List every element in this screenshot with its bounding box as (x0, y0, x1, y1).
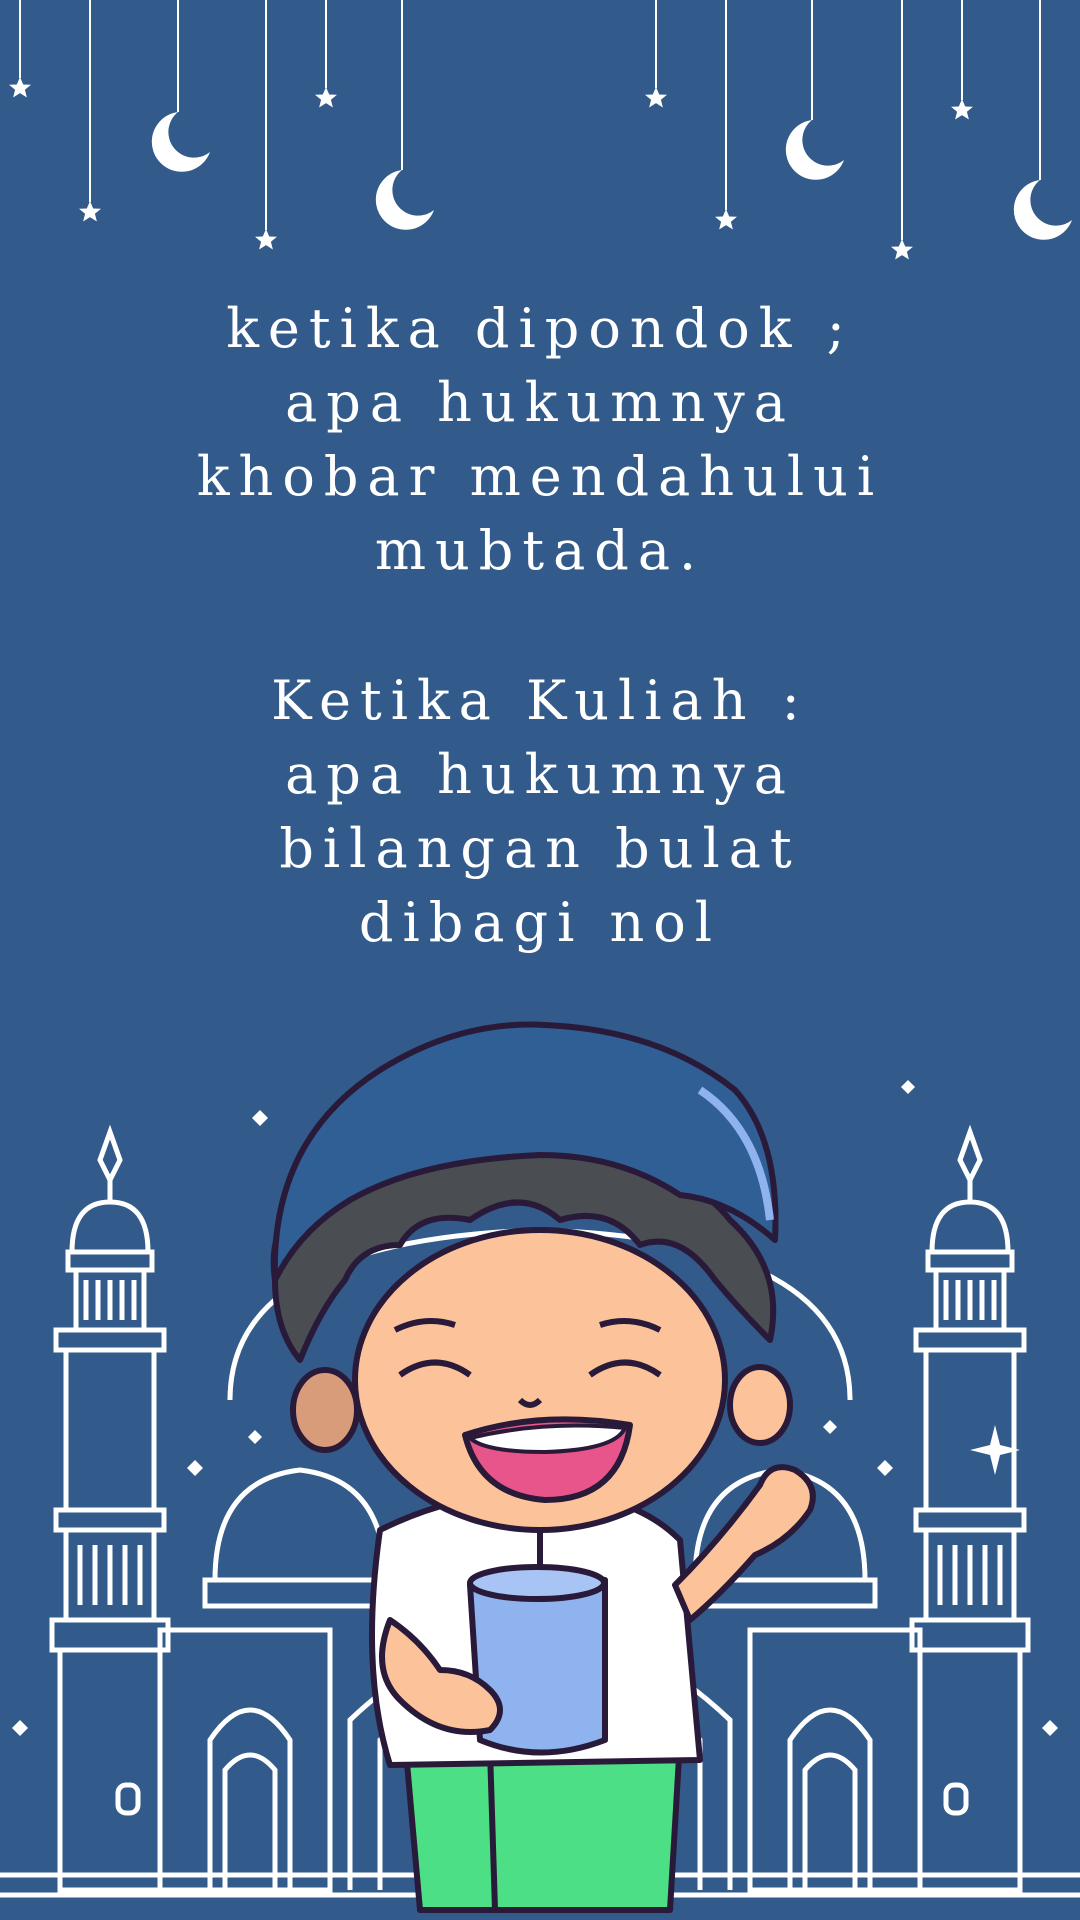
caption-line: bilangan bulat (279, 817, 801, 880)
caption-block-kuliah (0, 664, 1080, 960)
illustration (0, 980, 1080, 1920)
caption-line: Ketika Kuliah : (271, 669, 809, 732)
caption-line: mubtada. (374, 519, 706, 582)
caption-block-pondok (0, 292, 1080, 588)
caption-line: khobar mendahului (196, 445, 884, 508)
hanging-crescent-moon-icon (152, 112, 1072, 240)
caption-line: apa hukumnya (285, 371, 795, 434)
caption-line: apa hukumnya (285, 743, 795, 806)
caption-line: ketika dipondok ; (226, 297, 854, 360)
hanging-decorations (0, 0, 1080, 280)
caption-line: dibagi nol (358, 891, 722, 954)
